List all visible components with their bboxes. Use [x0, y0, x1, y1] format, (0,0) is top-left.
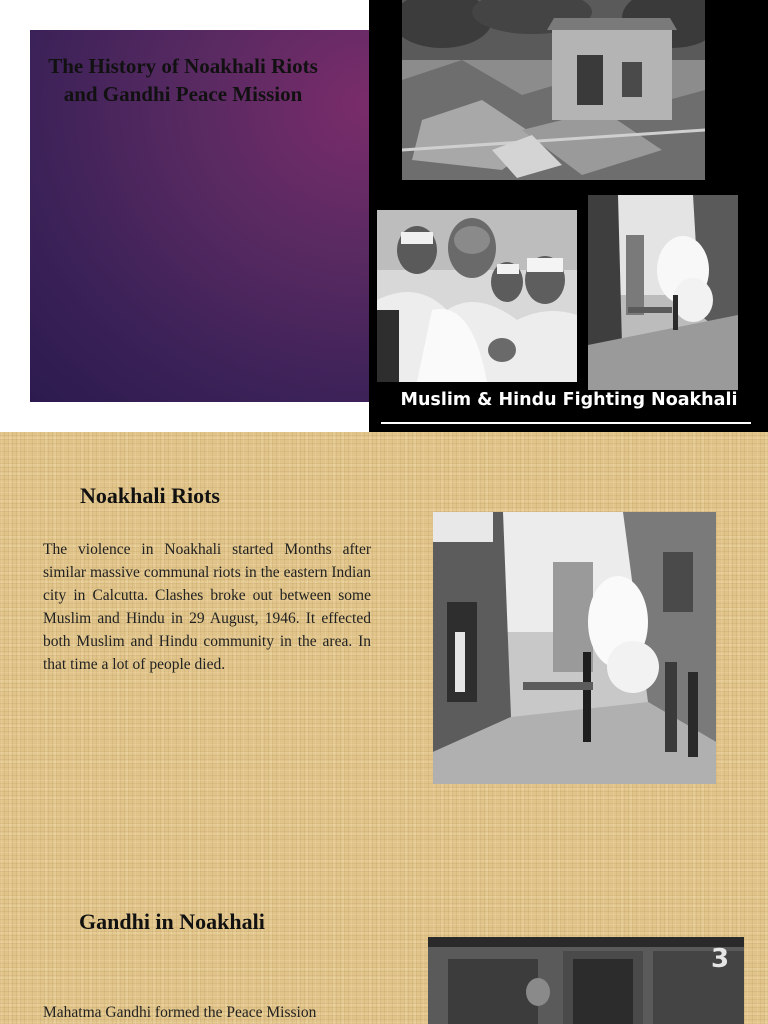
title-slide: [0, 0, 768, 432]
caption-underline: [381, 422, 751, 424]
gandhi-group-photo: [377, 210, 577, 382]
riot-street-photo: [433, 512, 716, 784]
section-heading-riots: Noakhali Riots: [80, 483, 220, 508]
train-number: 3: [710, 944, 730, 974]
section-heading-gandhi: Gandhi in Noakhali: [79, 909, 265, 934]
riots-paragraph: The violence in Noakhali started Months after similar massive communal riots in the eastern Indian city in Calcutta. Clashes broke out between some Muslim and Hindu in 29 August, 1946. It effected both Muslim and Hindu community in the area. In that time a lot of people died.: [43, 541, 371, 673]
gandhi-paragraph: Mahatma Gandhi formed the Peace Mission: [43, 1004, 317, 1021]
title-line-1: The History of Noakhali Riots: [48, 54, 318, 78]
photo-collage: [369, 0, 768, 432]
street-smoke-photo: [588, 195, 738, 390]
train-photo: [428, 937, 744, 1024]
slide-title: [0, 52, 366, 108]
collage-caption: Muslim & Hindu Fighting Noakhali: [400, 390, 738, 410]
ruined-houses-photo: [402, 0, 705, 180]
title-line-2: and Gandhi Peace Mission: [63, 82, 303, 106]
content-slide: [0, 432, 768, 1024]
